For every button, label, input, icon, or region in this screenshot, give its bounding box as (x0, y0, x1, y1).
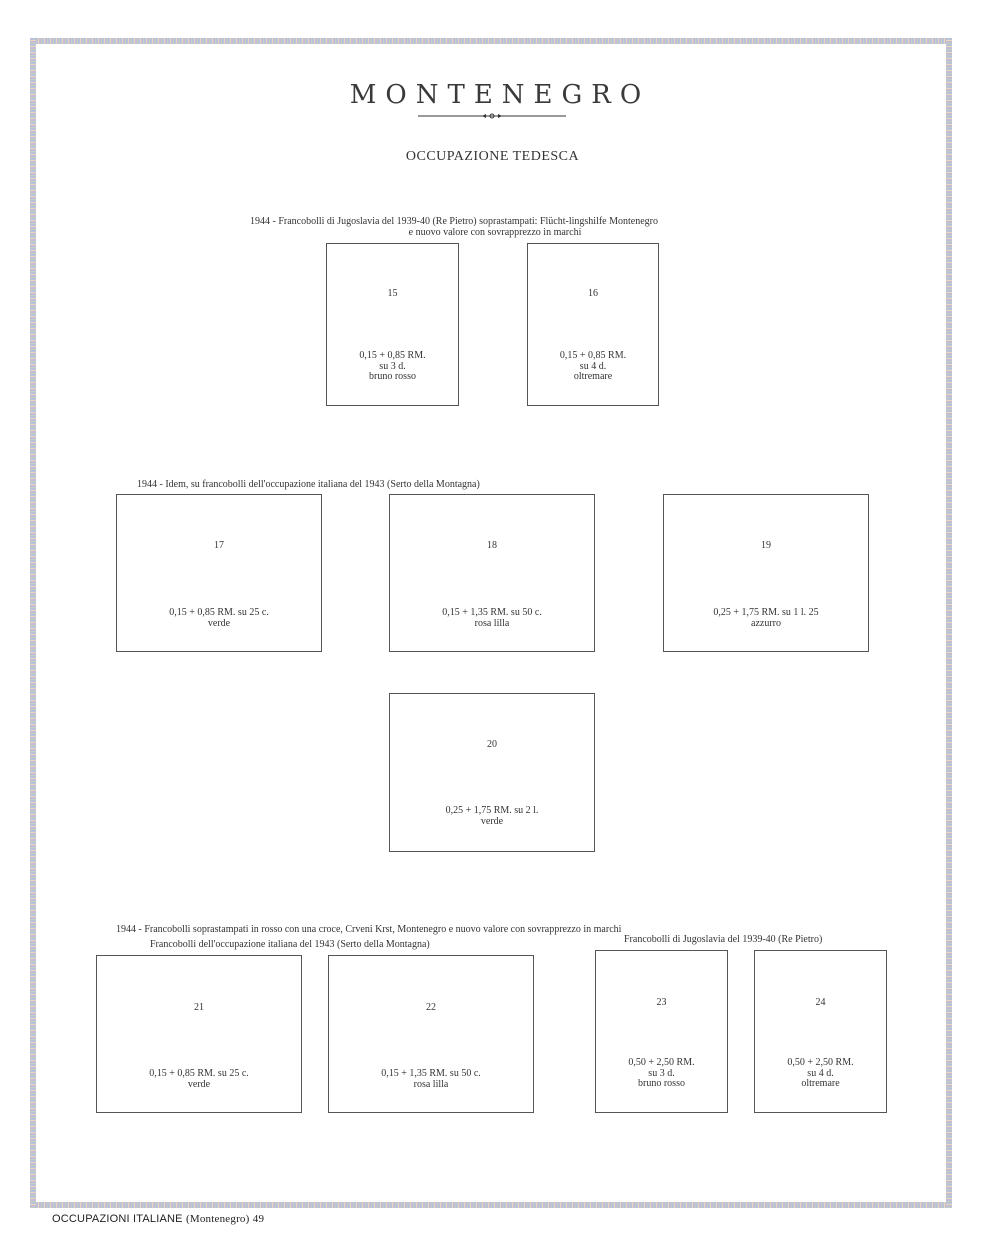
stamp-value: 0,15 + 0,85 RM. (559, 350, 627, 361)
stamp-color: oltremare (573, 371, 613, 382)
stamp-number: 18 (487, 540, 497, 551)
section3-right-caption: Francobolli di Jugoslavia del 1939-40 (Re Pietro) (624, 934, 823, 945)
section3-left-caption: Francobolli dell'occupazione italiana del 1943 (Serto della Montagna) (150, 939, 430, 950)
stamp-box-21 (96, 955, 302, 1113)
stamp-color: verde (187, 1078, 211, 1090)
stamp-description (664, 608, 868, 629)
stamp-number: 16 (588, 288, 598, 299)
stamp-color: bruno rosso (638, 1078, 685, 1089)
stamp-number: 21 (194, 1002, 204, 1013)
stamp-description (327, 351, 458, 383)
stamp-value: 0,15 + 0,85 RM. su 25 c. (149, 1068, 249, 1079)
stamp-description (528, 351, 658, 383)
section1-caption-line1: 1944 - Francobolli di Jugoslavia del 1939-40 (Re Pietro) soprastampati: Flücht-lingshilfe Montenegro (250, 216, 658, 227)
stamp-description (329, 1069, 533, 1090)
stamp-value: 0,25 + 1,75 RM. su 2 l. (445, 805, 539, 816)
section3-caption: 1944 - Francobolli soprastampati in rosso con una croce, Crveni Krst, Montenegro e nuovo valore con sovrapprezzo in marchi (116, 924, 622, 935)
stamp-description (117, 608, 321, 629)
stamp-description (97, 1069, 301, 1090)
stamp-description (390, 806, 594, 827)
section2-caption: 1944 - Idem, su francobolli dell'occupazione italiana del 1943 (Serto della Montagna) (137, 479, 480, 490)
stamp-value: 0,15 + 0,85 RM. (359, 350, 426, 361)
stamp-description (390, 608, 594, 629)
stamp-value: 0,15 + 1,35 RM. su 50 c. (381, 1068, 481, 1079)
stamp-color: oltremare (801, 1078, 840, 1089)
stamp-box-18 (389, 494, 595, 652)
stamp-number: 19 (761, 540, 771, 551)
stamp-color: verde (480, 815, 504, 827)
stamp-number: 17 (214, 540, 224, 551)
stamp-box-19 (663, 494, 869, 652)
stamp-box-23 (595, 950, 728, 1113)
stamp-value: 0,25 + 1,75 RM. su 1 l. 25 (713, 607, 819, 618)
stamp-number: 24 (815, 997, 826, 1008)
page-title: MONTENEGRO (349, 80, 651, 110)
stamp-surcharge-base: su 3 d. (379, 360, 406, 372)
stamp-value: 0,50 + 2,50 RM. (787, 1057, 854, 1068)
stamp-description (755, 1058, 886, 1090)
stamp-box-20 (389, 693, 595, 852)
stamp-color: rosa lilla (474, 617, 510, 629)
stamp-box-24 (754, 950, 887, 1113)
stamp-box-17 (116, 494, 322, 652)
stamp-value: 0,50 + 2,50 RM. (628, 1057, 695, 1068)
page-footer (52, 1213, 264, 1225)
stamp-value: 0,15 + 1,35 RM. su 50 c. (442, 607, 542, 618)
stamp-box-15 (326, 243, 459, 406)
page-border-bottom (30, 1202, 952, 1208)
stamp-number: 23 (656, 997, 667, 1008)
stamp-number: 22 (426, 1002, 436, 1013)
page-border-right (946, 38, 952, 1208)
footer-country: (Montenegro) (186, 1213, 250, 1225)
stamp-surcharge-base: su 4 d. (807, 1067, 834, 1079)
stamp-description (596, 1058, 727, 1090)
stamp-color: verde (207, 617, 231, 629)
page-border-top (30, 38, 952, 44)
page-border-left (30, 38, 36, 1208)
stamp-value: 0,15 + 0,85 RM. su 25 c. (169, 607, 269, 618)
stamp-number: 20 (487, 739, 497, 750)
footer-album-name: OCCUPAZIONI ITALIANE (52, 1213, 183, 1225)
page-subtitle: OCCUPAZIONE TEDESCA (405, 149, 580, 164)
stamp-box-22 (328, 955, 534, 1113)
stamp-color: bruno rosso (369, 371, 416, 382)
title-ornament-icon (418, 113, 566, 119)
section1-caption-line2: e nuovo valore con sovrapprezzo in marchi (408, 227, 582, 238)
footer-page-number: 49 (252, 1213, 265, 1225)
stamp-color: rosa lilla (413, 1078, 449, 1090)
stamp-surcharge-base: su 3 d. (648, 1067, 675, 1079)
stamp-box-16 (527, 243, 659, 406)
stamp-number: 15 (387, 288, 398, 299)
stamp-surcharge-base: su 4 d. (579, 360, 607, 372)
stamp-color: azzurro (751, 617, 781, 629)
